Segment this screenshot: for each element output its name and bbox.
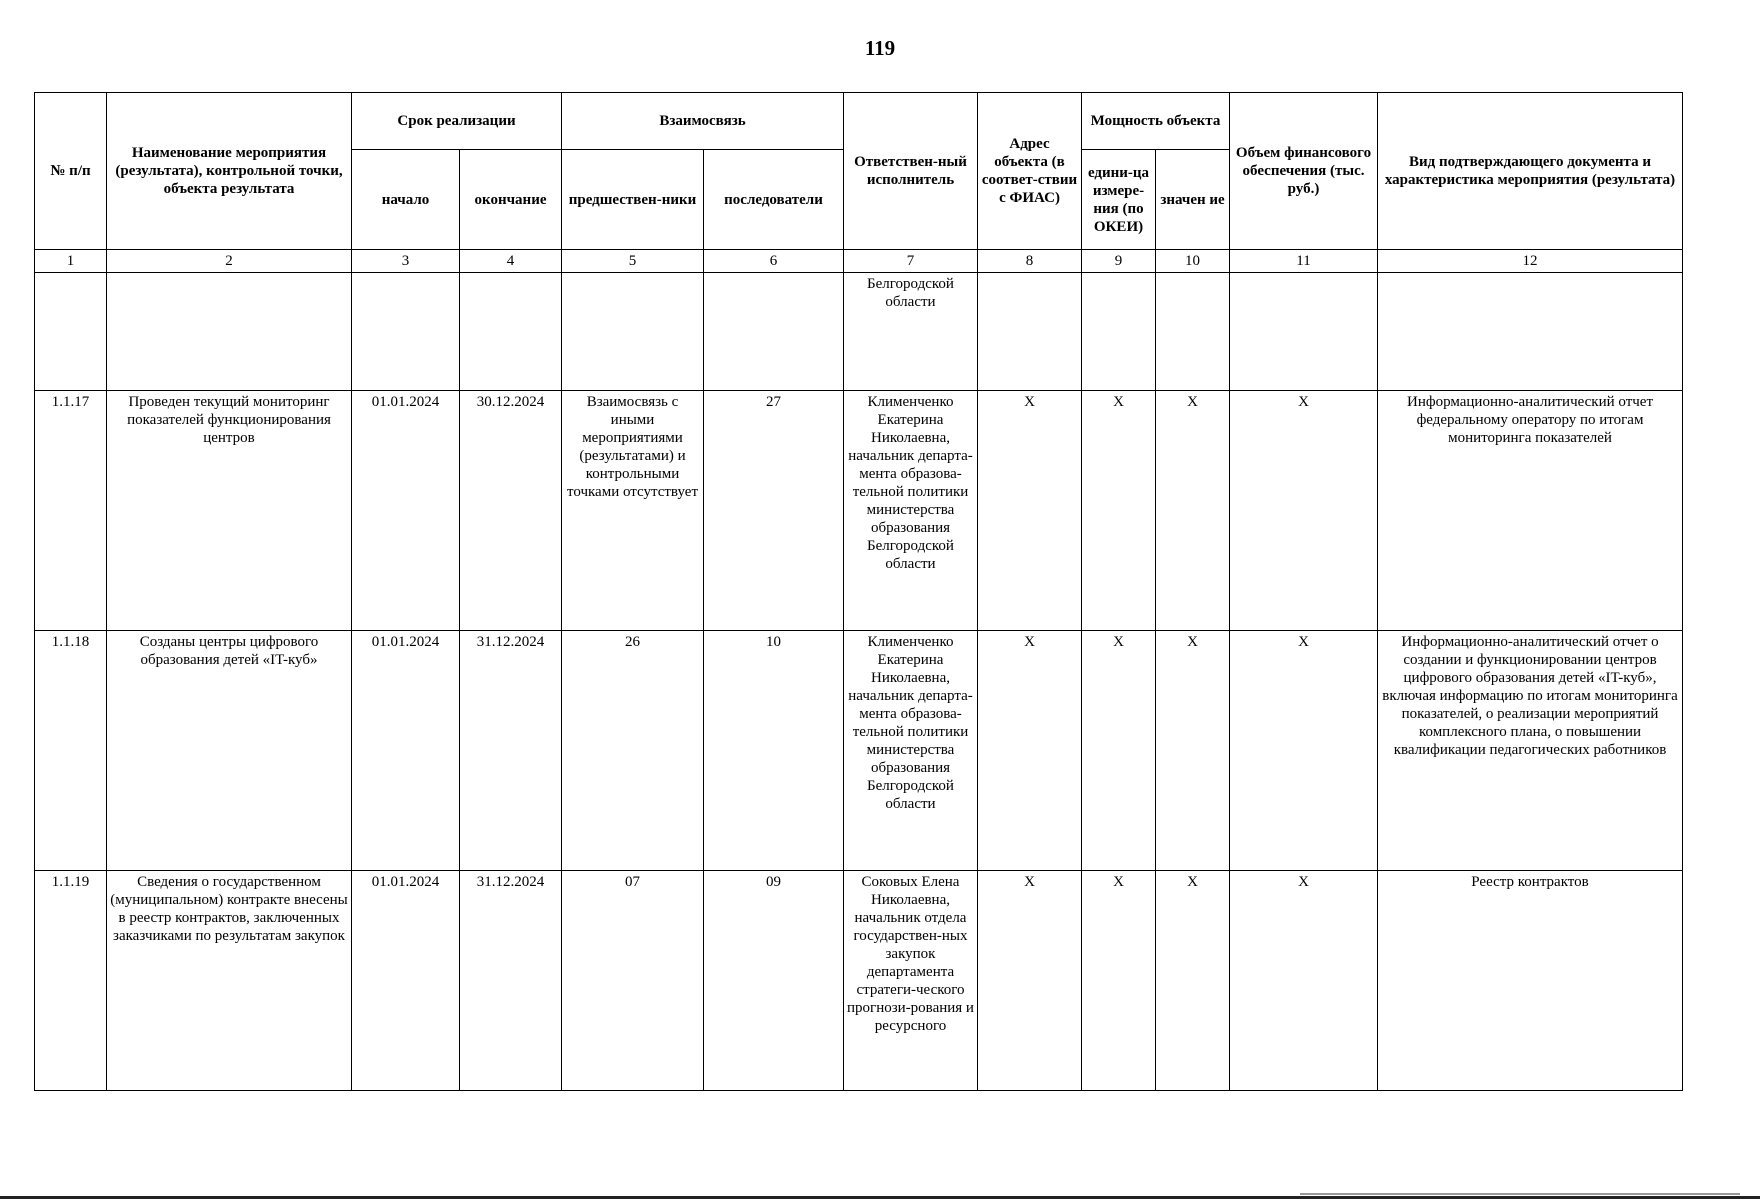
header-row-top xyxy=(35,93,1683,150)
header-predecessors: предшествен-ники xyxy=(562,150,704,250)
cell-start: 01.01.2024 xyxy=(352,871,460,1091)
cell-empty xyxy=(1230,273,1378,391)
column-number: 1 xyxy=(35,250,107,273)
cell-finance: X xyxy=(1230,631,1378,871)
cell-responsible: Соковых Елена Николаевна, начальник отдела государствен-ных закупок департамента стратеги-ческого прогнози-рования и ресурсного xyxy=(844,871,978,1091)
cell-responsible: Белгородской области xyxy=(844,273,978,391)
cell-name: Проведен текущий мониторинг показателей функционирования центров xyxy=(107,391,352,631)
header-responsible: Ответствен-ный исполнитель xyxy=(844,93,978,250)
header-start: начало xyxy=(352,150,460,250)
cell-empty xyxy=(978,273,1082,391)
cell-empty xyxy=(35,273,107,391)
column-number: 11 xyxy=(1230,250,1378,273)
cell-address: X xyxy=(978,871,1082,1091)
cell-empty xyxy=(460,273,562,391)
column-number: 7 xyxy=(844,250,978,273)
cell-responsible: Клименченко Екатерина Николаевна, начальник департа-мента образова-тельной политики министерства образования Белгородской области xyxy=(844,631,978,871)
cell-finance: X xyxy=(1230,391,1378,631)
cell-document: Информационно-аналитический отчет федеральному оператору по итогам мониторинга показателей xyxy=(1378,391,1683,631)
header-num: № п/п xyxy=(35,93,107,250)
cell-end: 30.12.2024 xyxy=(460,391,562,631)
cell-unit: X xyxy=(1082,391,1156,631)
header-capacity: Мощность объекта xyxy=(1082,93,1230,150)
cell-empty xyxy=(1378,273,1683,391)
continuation-row xyxy=(35,273,1683,391)
cell-successors: 09 xyxy=(704,871,844,1091)
header-successors: последователи xyxy=(704,150,844,250)
column-number: 9 xyxy=(1082,250,1156,273)
cell-num: 1.1.17 xyxy=(35,391,107,631)
page-number: 119 xyxy=(864,36,896,60)
cell-empty xyxy=(1082,273,1156,391)
column-number: 12 xyxy=(1378,250,1683,273)
cell-end: 31.12.2024 xyxy=(460,871,562,1091)
cell-value: X xyxy=(1156,631,1230,871)
header-document: Вид подтверждающего документа и характеристика мероприятия (результата) xyxy=(1378,93,1683,250)
cell-predecessors: 07 xyxy=(562,871,704,1091)
column-number: 8 xyxy=(978,250,1082,273)
column-number-row xyxy=(35,250,1683,273)
header-finance: Объем финансового обеспечения (тыс. руб.) xyxy=(1230,93,1378,250)
cell-document: Реестр контрактов xyxy=(1378,871,1683,1091)
cell-empty xyxy=(704,273,844,391)
cell-empty xyxy=(107,273,352,391)
cell-empty xyxy=(562,273,704,391)
cell-end: 31.12.2024 xyxy=(460,631,562,871)
cell-num: 1.1.18 xyxy=(35,631,107,871)
cell-value: X xyxy=(1156,391,1230,631)
cell-document: Информационно-аналитический отчет о создании и функционировании центров цифрового образования детей «IT-куб», включая информацию по итогам мониторинга показателей, о реализации мероприятий комплексного плана, о повышении квалификации педагогических работников xyxy=(1378,631,1683,871)
header-address: Адрес объекта (в соответ-ствии с ФИАС) xyxy=(978,93,1082,250)
cell-empty xyxy=(1156,273,1230,391)
cell-value: X xyxy=(1156,871,1230,1091)
column-number: 4 xyxy=(460,250,562,273)
cell-responsible: Клименченко Екатерина Николаевна, начальник департа-мента образова-тельной политики министерства образования Белгородской области xyxy=(844,391,978,631)
page-bottom-rule xyxy=(0,1196,1760,1199)
cell-address: X xyxy=(978,391,1082,631)
page-bottom-rule-faint xyxy=(1300,1193,1740,1195)
header-relation: Взаимосвязь xyxy=(562,93,844,150)
cell-finance: X xyxy=(1230,871,1378,1091)
table-row xyxy=(35,391,1683,631)
cell-predecessors: Взаимосвязь с иными мероприятиями (результатами) и контрольными точками отсутствует xyxy=(562,391,704,631)
cell-address: X xyxy=(978,631,1082,871)
cell-num: 1.1.19 xyxy=(35,871,107,1091)
header-name: Наименование мероприятия (результата), контрольной точки, объекта результата xyxy=(107,93,352,250)
header-value: значен ие xyxy=(1156,150,1230,250)
cell-start: 01.01.2024 xyxy=(352,631,460,871)
cell-empty xyxy=(352,273,460,391)
cell-predecessors: 26 xyxy=(562,631,704,871)
cell-name: Созданы центры цифрового образования детей «IT-куб» xyxy=(107,631,352,871)
column-number: 3 xyxy=(352,250,460,273)
header-period: Срок реализации xyxy=(352,93,562,150)
cell-unit: X xyxy=(1082,871,1156,1091)
column-number: 6 xyxy=(704,250,844,273)
column-number: 10 xyxy=(1156,250,1230,273)
column-number: 5 xyxy=(562,250,704,273)
cell-successors: 27 xyxy=(704,391,844,631)
table-row xyxy=(35,871,1683,1091)
cell-unit: X xyxy=(1082,631,1156,871)
table-row xyxy=(35,631,1683,871)
header-unit: едини-ца измере-ния (по ОКЕИ) xyxy=(1082,150,1156,250)
cell-name: Сведения о государственном (муниципальном) контракте внесены в реестр контрактов, заключенных заказчиками по результатам закупок xyxy=(107,871,352,1091)
header-end: окончание xyxy=(460,150,562,250)
cell-successors: 10 xyxy=(704,631,844,871)
plan-table xyxy=(34,92,1683,1091)
column-number: 2 xyxy=(107,250,352,273)
cell-start: 01.01.2024 xyxy=(352,391,460,631)
